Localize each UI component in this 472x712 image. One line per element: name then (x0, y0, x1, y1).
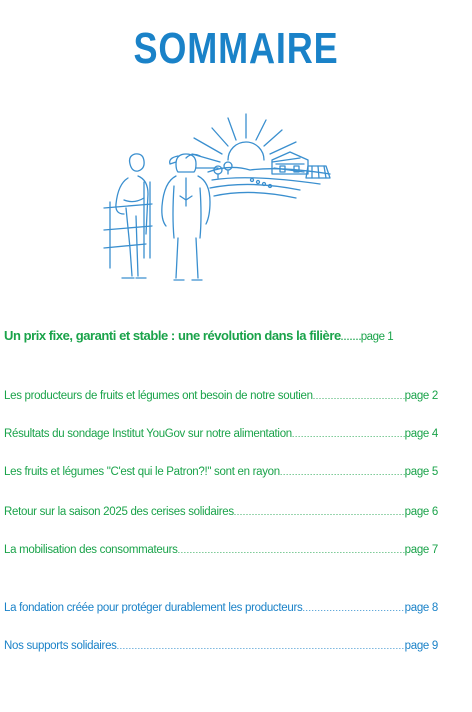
toc-item-label: Les fruits et légumes "C'est qui le Patron?!" sont en rayon (4, 466, 280, 478)
toc-item-label: Les producteurs de fruits et légumes ont besoin de notre soutien (4, 390, 313, 402)
page-title: SOMMAIRE (133, 24, 339, 73)
toc-page-number: page 4 (404, 428, 438, 440)
toc-page-number: page 5 (404, 466, 438, 478)
toc-item[interactable] (4, 600, 438, 616)
toc-leader-dots (341, 329, 361, 345)
toc-item-label: Résultats du sondage Institut YouGov sur notre alimentation (4, 428, 292, 440)
toc-page-number: page 1 (360, 331, 394, 343)
toc-item-label: Retour sur la saison 2025 des cerises solidaires (4, 506, 234, 518)
toc-leader-dots (313, 388, 405, 404)
toc-item[interactable] (4, 464, 438, 480)
toc-page-number: page 2 (404, 390, 438, 402)
toc-item[interactable] (4, 426, 438, 442)
toc-item-label: Un prix fixe, garanti et stable : une révolution dans la filière (4, 328, 341, 343)
toc-page-number: page 7 (404, 544, 438, 556)
toc-item-lead[interactable] (4, 328, 438, 345)
toc-page-number: page 9 (404, 640, 438, 652)
toc-leader-dots (302, 600, 404, 616)
toc-item[interactable] (4, 504, 438, 520)
toc-leader-dots (178, 542, 405, 558)
toc-item-label: Nos supports solidaires (4, 640, 117, 652)
toc-leader-dots (117, 638, 405, 654)
farmers-sunrise-illustration (100, 108, 350, 284)
toc-page-number: page 8 (404, 602, 438, 614)
toc-leader-dots (234, 504, 405, 520)
toc-item[interactable] (4, 388, 438, 404)
toc-item[interactable] (4, 542, 438, 558)
toc-item-label: La fondation créée pour protéger durablement les producteurs (4, 602, 303, 614)
toc-item[interactable] (4, 638, 438, 654)
toc-leader-dots (280, 464, 405, 480)
toc-page-number: page 6 (404, 506, 438, 518)
toc-item-label: La mobilisation des consommateurs (4, 544, 178, 556)
toc-leader-dots (292, 426, 405, 442)
